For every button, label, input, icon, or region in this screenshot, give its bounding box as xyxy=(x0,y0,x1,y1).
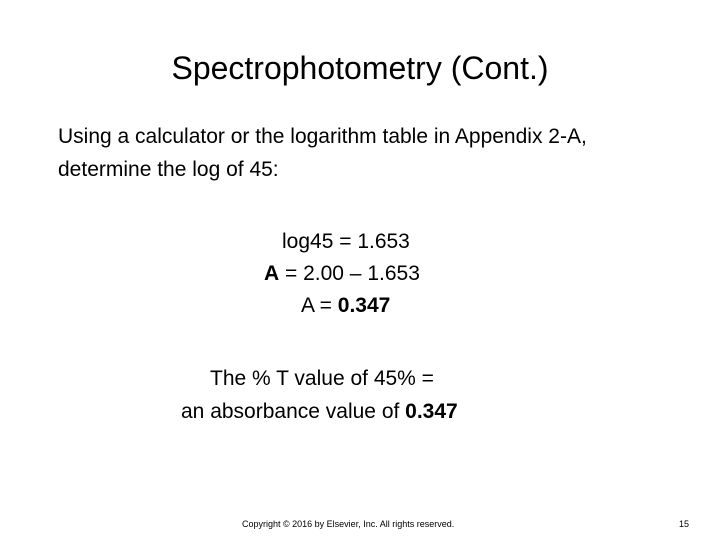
absorbance-result-value: 0.347 xyxy=(337,294,391,317)
summary-line-2 xyxy=(181,395,458,428)
absorbance-formula-text: = 2.00 – 1.653 xyxy=(279,262,420,285)
absorbance-formula-line xyxy=(264,258,420,290)
absorbance-result-label: A = xyxy=(301,294,338,317)
summary-line-1: The % T value of 45% = xyxy=(210,367,434,390)
summary-absorbance-value: 0.347 xyxy=(405,400,458,423)
page-number: 15 xyxy=(679,519,690,529)
summary-line-2-text: an absorbance value of xyxy=(181,400,406,423)
intro-paragraph: Using a calculator or the logarithm table in Appendix 2-A, determine the log of 45: xyxy=(58,125,587,181)
copyright-notice: Copyright © 2016 by Elsevier, Inc. All rights reserved. xyxy=(242,519,455,529)
log-result-line: log45 = 1.653 xyxy=(282,230,410,253)
slide-title: Spectrophotometry (Cont.) xyxy=(171,50,549,86)
absorbance-result-line xyxy=(301,290,390,322)
absorbance-symbol: A xyxy=(264,262,280,285)
